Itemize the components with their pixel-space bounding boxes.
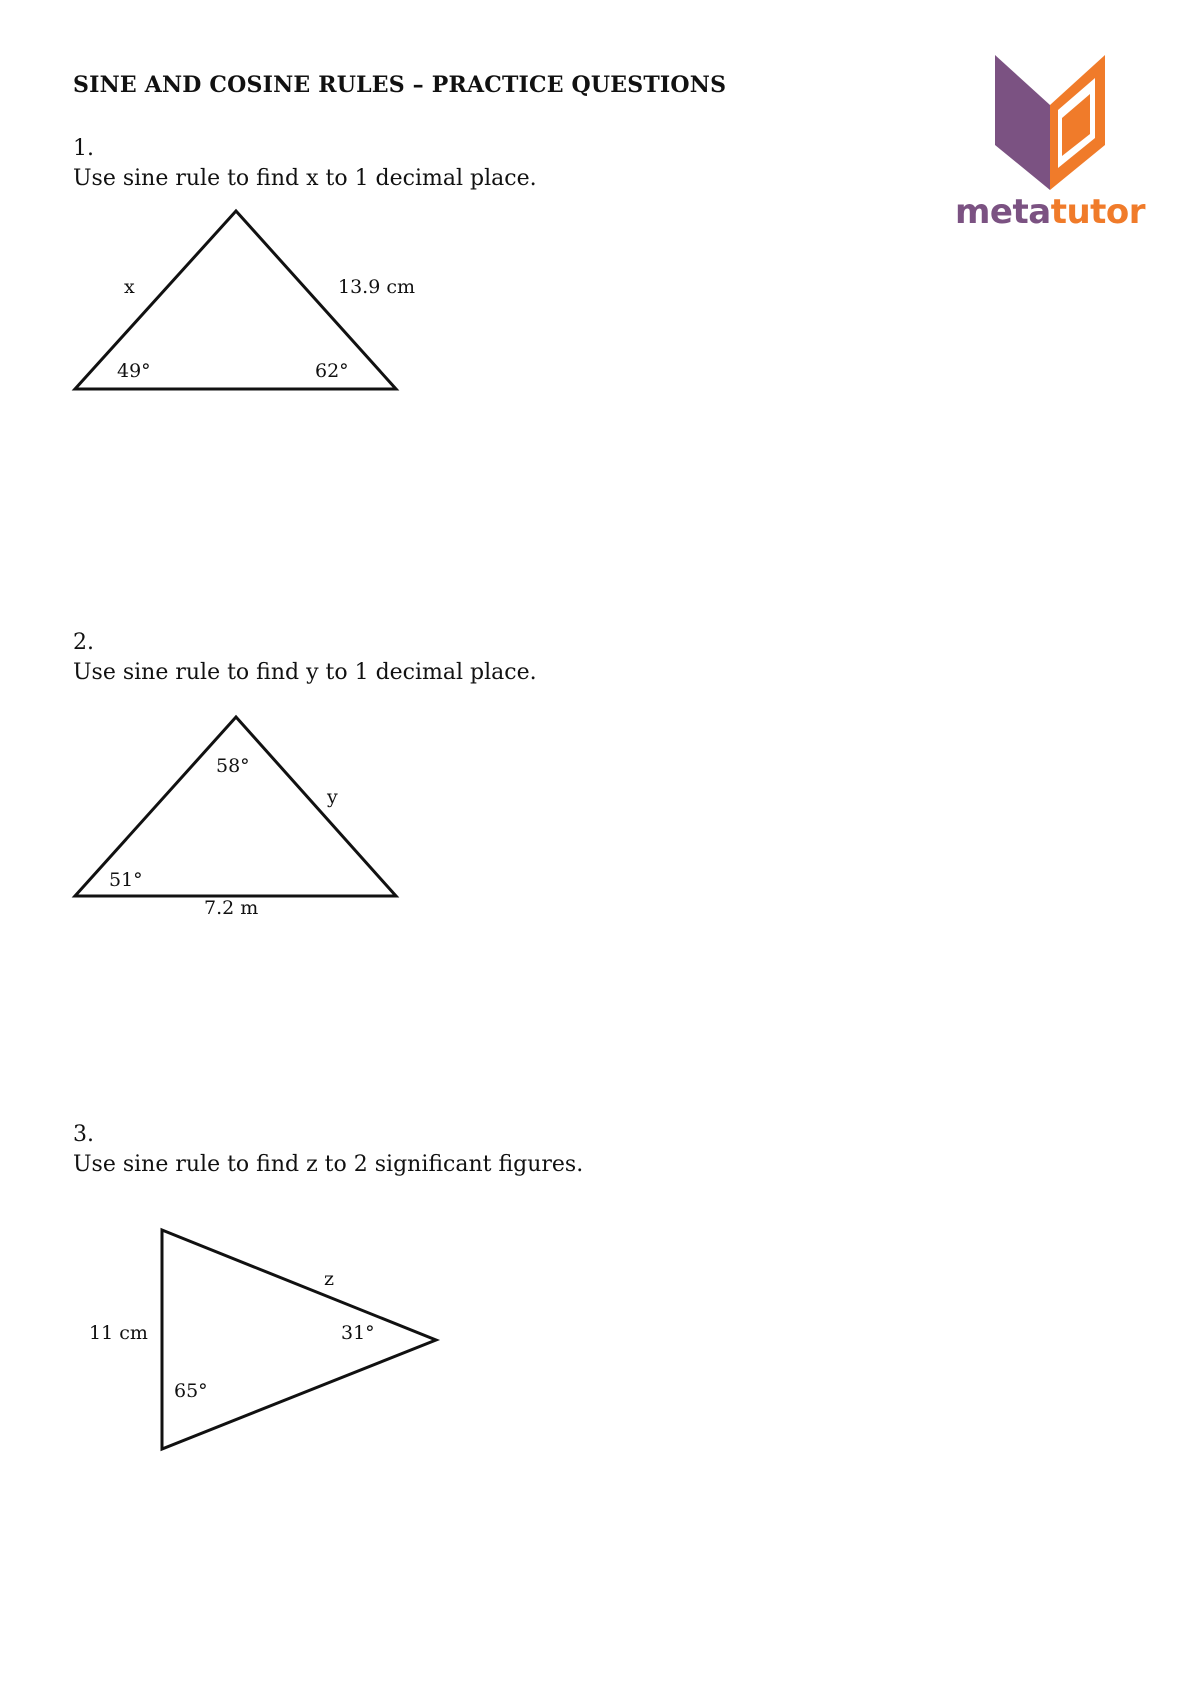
q1-angle-62-label: 62°: [315, 360, 349, 382]
triangle-q3-shape: [162, 1230, 436, 1449]
q3-side-z-label: z: [324, 1268, 335, 1290]
logo-text-tutor: tutor: [1050, 192, 1146, 232]
question-3-number: 3.: [73, 1122, 94, 1147]
q1-side-x-label: x: [124, 276, 135, 298]
q3-angle-31-label: 31°: [341, 1322, 375, 1344]
question-1-text: Use sine rule to find x to 1 decimal place.: [73, 166, 537, 191]
question-2-number: 2.: [73, 630, 94, 655]
question-3-text: Use sine rule to find z to 2 significant figures.: [73, 1152, 584, 1177]
question-2-text: Use sine rule to find y to 1 decimal place.: [73, 660, 537, 685]
q3-angle-65-label: 65°: [174, 1380, 208, 1402]
question-1-number: 1.: [73, 136, 94, 161]
q2-side-y-label: y: [327, 786, 338, 808]
q2-angle-51-label: 51°: [109, 869, 143, 891]
q1-angle-49-label: 49°: [117, 360, 151, 382]
q3-side-11-label: 11 cm: [89, 1322, 148, 1344]
worksheet-title: SINE AND COSINE RULES – PRACTICE QUESTIONS: [73, 72, 727, 98]
q2-side-7-2-label: 7.2 m: [204, 897, 259, 919]
q2-angle-58-label: 58°: [216, 755, 250, 777]
q1-side-13-9-label: 13.9 cm: [338, 276, 416, 298]
logo-text-meta: meta: [955, 192, 1051, 232]
